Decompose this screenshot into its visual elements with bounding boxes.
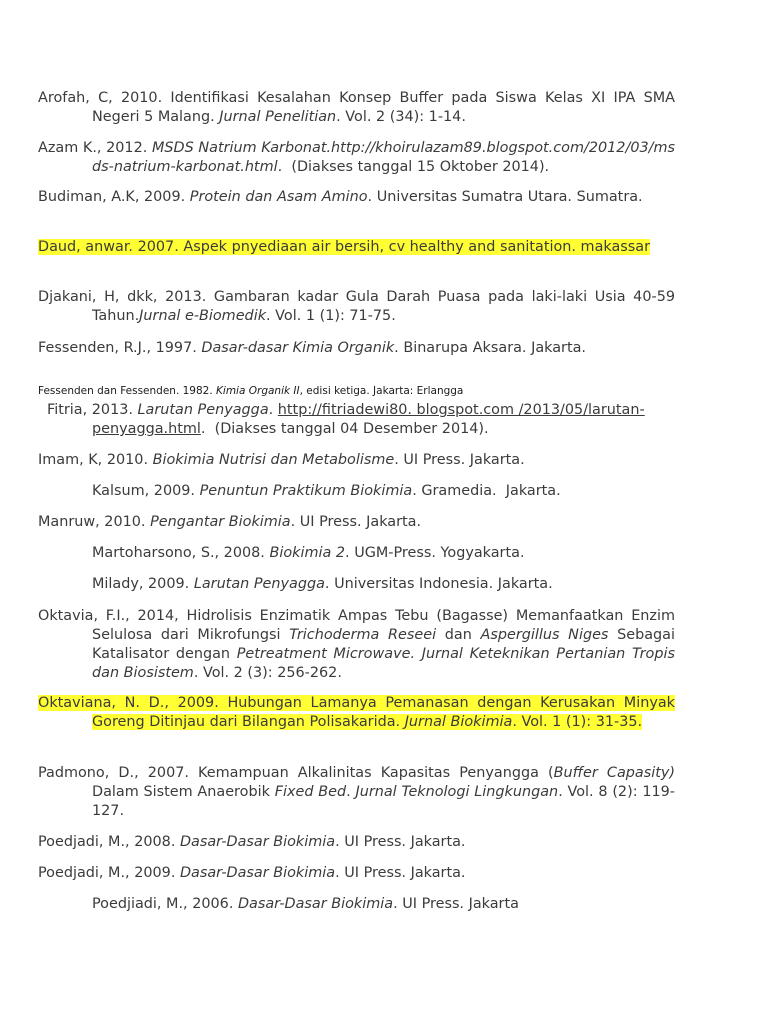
reference-budiman: Budiman, A.K, 2009. Protein dan Asam Amino. Universitas Sumatra Utara. Sumatra.: [38, 189, 643, 205]
reference-poedjadi-2009: Poedjadi, M., 2009. Dasar-Dasar Biokimia. UI Press. Jakarta.: [38, 865, 466, 881]
reference-oktaviana-highlighted: Oktaviana, N. D., 2009. Hubungan Lamanya Pemanasan dengan Kerusakan Minyak Goreng Ditinjau dari Bilangan Polisakarida. Jurnal Biokimia. Vol. 1 (1): 31-35.: [38, 695, 675, 730]
reference-poedjadi-2008: Poedjadi, M., 2008. Dasar-Dasar Biokimia. UI Press. Jakarta.: [38, 834, 466, 850]
reference-manruw: Manruw, 2010. Pengantar Biokimia. UI Press. Jakarta.: [38, 514, 422, 530]
reference-poedjiadi-2006: Poedjiadi, M., 2006. Dasar-Dasar Biokimia. UI Press. Jakarta: [92, 896, 519, 912]
reference-arofah: Arofah, C, 2010. Identifikasi Kesalahan Konsep Buffer pada Siswa Kelas XI IPA SMA Negeri 5 Malang. Jurnal Penelitian. Vol. 2 (34): 1-14.: [38, 90, 675, 125]
reference-daud-highlighted: Daud, anwar. 2007. Aspek pnyediaan air bersih, cv healthy and sanitation. makassar: [38, 239, 651, 255]
reference-fitria-link[interactable]: http://fitriadewi80. blogspot.com /2013/05/larutan- penyagga.html: [92, 402, 645, 437]
reference-padmono: Padmono, D., 2007. Kemampuan Alkalinitas Kapasitas Penyangga (Buffer Capasity) Dalam Sistem Anaerobik Fixed Bed. Jurnal Teknologi Lingkungan. Vol. 8 (2): 119-127.: [38, 765, 676, 819]
reference-fitria: Fitria, 2013. Larutan Penyagga. http://fitriadewi80. blogspot.com /2013/05/larutan- penyagga.html. (Diakses tanggal 04 Desember 2014).: [47, 402, 645, 437]
reference-kalsum: Kalsum, 2009. Penuntun Praktikum Biokimia. Gramedia. Jakarta.: [92, 483, 561, 499]
reference-martoharsono: Martoharsono, S., 2008. Biokimia 2. UGM-Press. Yogyakarta.: [92, 545, 525, 561]
reference-milady: Milady, 2009. Larutan Penyagga. Universitas Indonesia. Jakarta.: [92, 576, 553, 592]
reference-fessenden-1997: Fessenden, R.J., 1997. Dasar-dasar Kimia Organik. Binarupa Aksara. Jakarta.: [38, 340, 586, 356]
reference-fessenden-1982: Fessenden dan Fessenden. 1982. Kimia Organik II, edisi ketiga. Jakarta: Erlangga: [38, 384, 464, 397]
reference-azam: Azam K., 2012. MSDS Natrium Karbonat.http://khoirulazam89.blogspot.com/2012/03/msds-natrium-karbonat.html. (Diakses tanggal 15 Oktober 2014).: [38, 140, 675, 175]
reference-oktavia: Oktavia, F.I., 2014, Hidrolisis Enzimatik Ampas Tebu (Bagasse) Memanfaatkan Enzim Selulosa dari Mikrofungsi Trichoderma Reseei dan Aspergillus Niges Sebagai Katalisator dengan Petreatment Microwave. Jurnal Keteknikan Pertanian Tropis dan Biosistem. Vol. 2 (3): 256-262.: [38, 608, 675, 681]
reference-imam: Imam, K, 2010. Biokimia Nutrisi dan Metabolisme. UI Press. Jakarta.: [38, 452, 525, 468]
reference-djakani: Djakani, H, dkk, 2013. Gambaran kadar Gula Darah Puasa pada laki-laki Usia 40-59 Tahun.Jurnal e-Biomedik. Vol. 1 (1): 71-75.: [38, 289, 675, 324]
